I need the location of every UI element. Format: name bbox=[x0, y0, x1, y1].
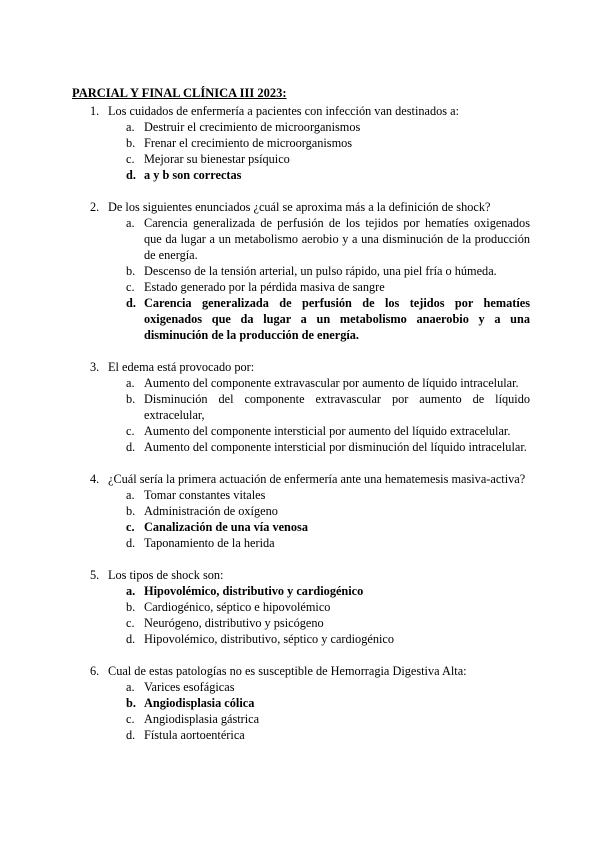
option-b-correct bbox=[126, 695, 530, 711]
question-2 bbox=[90, 199, 530, 343]
question-1 bbox=[90, 103, 530, 183]
option-text: Tomar constantes vitales bbox=[144, 488, 266, 502]
option-letter: d. bbox=[126, 728, 136, 742]
option-b bbox=[126, 263, 530, 279]
question-number: 2. bbox=[90, 200, 100, 214]
option-letter: b. bbox=[126, 696, 136, 710]
option-d bbox=[126, 535, 530, 551]
option-letter: b. bbox=[126, 600, 136, 614]
option-text: Descenso de la tensión arterial, un pulso rápido, una piel fría o húmeda. bbox=[144, 264, 497, 278]
option-text: Hipovolémico, distributivo y cardiogénico bbox=[144, 584, 364, 598]
option-b bbox=[126, 503, 530, 519]
option-text: Taponamiento de la herida bbox=[144, 536, 275, 550]
question-3 bbox=[90, 359, 530, 455]
option-text: Canalización de una vía venosa bbox=[144, 520, 308, 534]
question-4 bbox=[90, 471, 530, 551]
option-text: Hipovolémico, distributivo, séptico y cardiogénico bbox=[144, 632, 394, 646]
option-letter: b. bbox=[126, 136, 136, 150]
option-letter: a. bbox=[126, 680, 135, 694]
question-text: ¿Cuál sería la primera actuación de enfermería ante una hematemesis masiva-activa? bbox=[108, 472, 526, 486]
question-text: De los siguientes enunciados ¿cuál se aproxima más a la definición de shock? bbox=[108, 200, 491, 214]
option-a bbox=[126, 119, 530, 135]
option-letter: a. bbox=[126, 120, 135, 134]
option-letter: d. bbox=[126, 168, 136, 182]
option-letter: c. bbox=[126, 424, 135, 438]
option-c bbox=[126, 279, 530, 295]
option-a bbox=[126, 487, 530, 503]
option-b bbox=[126, 135, 530, 151]
option-letter: b. bbox=[126, 504, 136, 518]
option-a bbox=[126, 679, 530, 695]
option-text: Aumento del componente intersticial por disminución del líquido intracelular. bbox=[144, 440, 527, 454]
option-letter: a. bbox=[126, 488, 135, 502]
option-a bbox=[126, 375, 530, 391]
option-text: Neurógeno, distributivo y psicógeno bbox=[144, 616, 324, 630]
option-text: Disminución del componente extravascular por aumento de líquido extracelular, bbox=[144, 392, 530, 422]
option-letter: a. bbox=[126, 376, 135, 390]
question-number: 6. bbox=[90, 664, 100, 678]
option-letter: b. bbox=[126, 392, 136, 406]
option-a bbox=[126, 215, 530, 263]
question-number: 1. bbox=[90, 104, 100, 118]
question-text: El edema está provocado por: bbox=[108, 360, 255, 374]
option-letter: c. bbox=[126, 616, 135, 630]
option-text: Fístula aortoentérica bbox=[144, 728, 245, 742]
option-text: Varices esofágicas bbox=[144, 680, 235, 694]
option-d-correct bbox=[126, 167, 530, 183]
option-d bbox=[126, 439, 530, 455]
option-text: Angiodisplasia cólica bbox=[144, 696, 255, 710]
option-letter: d. bbox=[126, 632, 136, 646]
option-text: Cardiogénico, séptico e hipovolémico bbox=[144, 600, 331, 614]
option-a-correct bbox=[126, 583, 530, 599]
option-letter: d. bbox=[126, 536, 136, 550]
option-c bbox=[126, 151, 530, 167]
question-5 bbox=[90, 567, 530, 647]
option-c-correct bbox=[126, 519, 530, 535]
option-b bbox=[126, 599, 530, 615]
question-text: Cual de estas patologías no es susceptible de Hemorragia Digestiva Alta: bbox=[108, 664, 467, 678]
option-letter: a. bbox=[126, 584, 136, 598]
option-letter: c. bbox=[126, 520, 135, 534]
question-number: 3. bbox=[90, 360, 100, 374]
option-text: Mejorar su bienestar psíquico bbox=[144, 152, 290, 166]
option-letter: a. bbox=[126, 216, 135, 230]
option-text: Frenar el crecimiento de microorganismos bbox=[144, 136, 353, 150]
option-text: a y b son correctas bbox=[144, 168, 242, 182]
option-d bbox=[126, 631, 530, 647]
option-text: Estado generado por la pérdida masiva de sangre bbox=[144, 280, 385, 294]
option-letter: d. bbox=[126, 296, 136, 310]
question-text: Los cuidados de enfermería a pacientes con infección van destinados a: bbox=[108, 104, 460, 118]
option-letter: c. bbox=[126, 280, 135, 294]
option-text: Destruir el crecimiento de microorganismos bbox=[144, 120, 361, 134]
option-c bbox=[126, 711, 530, 727]
option-c bbox=[126, 615, 530, 631]
option-text: Aumento del componente intersticial por aumento del líquido extracelular. bbox=[144, 424, 511, 438]
page-title: PARCIAL Y FINAL CLÍNICA III 2023: bbox=[72, 86, 287, 100]
question-number: 4. bbox=[90, 472, 100, 486]
option-text: Administración de oxígeno bbox=[144, 504, 278, 518]
option-text: Angiodisplasia gástrica bbox=[144, 712, 260, 726]
option-c bbox=[126, 423, 530, 439]
option-d-correct bbox=[126, 295, 530, 343]
option-letter: d. bbox=[126, 440, 136, 454]
option-letter: c. bbox=[126, 152, 135, 166]
option-text: Carencia generalizada de perfusión de los tejidos por hematíes oxigenados que da lugar a un metabolismo aerobio y a una disminución de la producción de energía. bbox=[144, 216, 530, 262]
option-letter: c. bbox=[126, 712, 135, 726]
option-b bbox=[126, 391, 530, 423]
option-text: Aumento del componente extravascular por aumento de líquido intracelular. bbox=[144, 376, 519, 390]
question-text: Los tipos de shock son: bbox=[108, 568, 224, 582]
option-d bbox=[126, 727, 530, 743]
question-number: 5. bbox=[90, 568, 100, 582]
option-letter: b. bbox=[126, 264, 136, 278]
question-6 bbox=[90, 663, 530, 743]
option-text: Carencia generalizada de perfusión de los tejidos por hematíes oxigenados que da lugar a un metabolismo anaerobio y a una disminución de la producción de energía. bbox=[144, 296, 530, 342]
